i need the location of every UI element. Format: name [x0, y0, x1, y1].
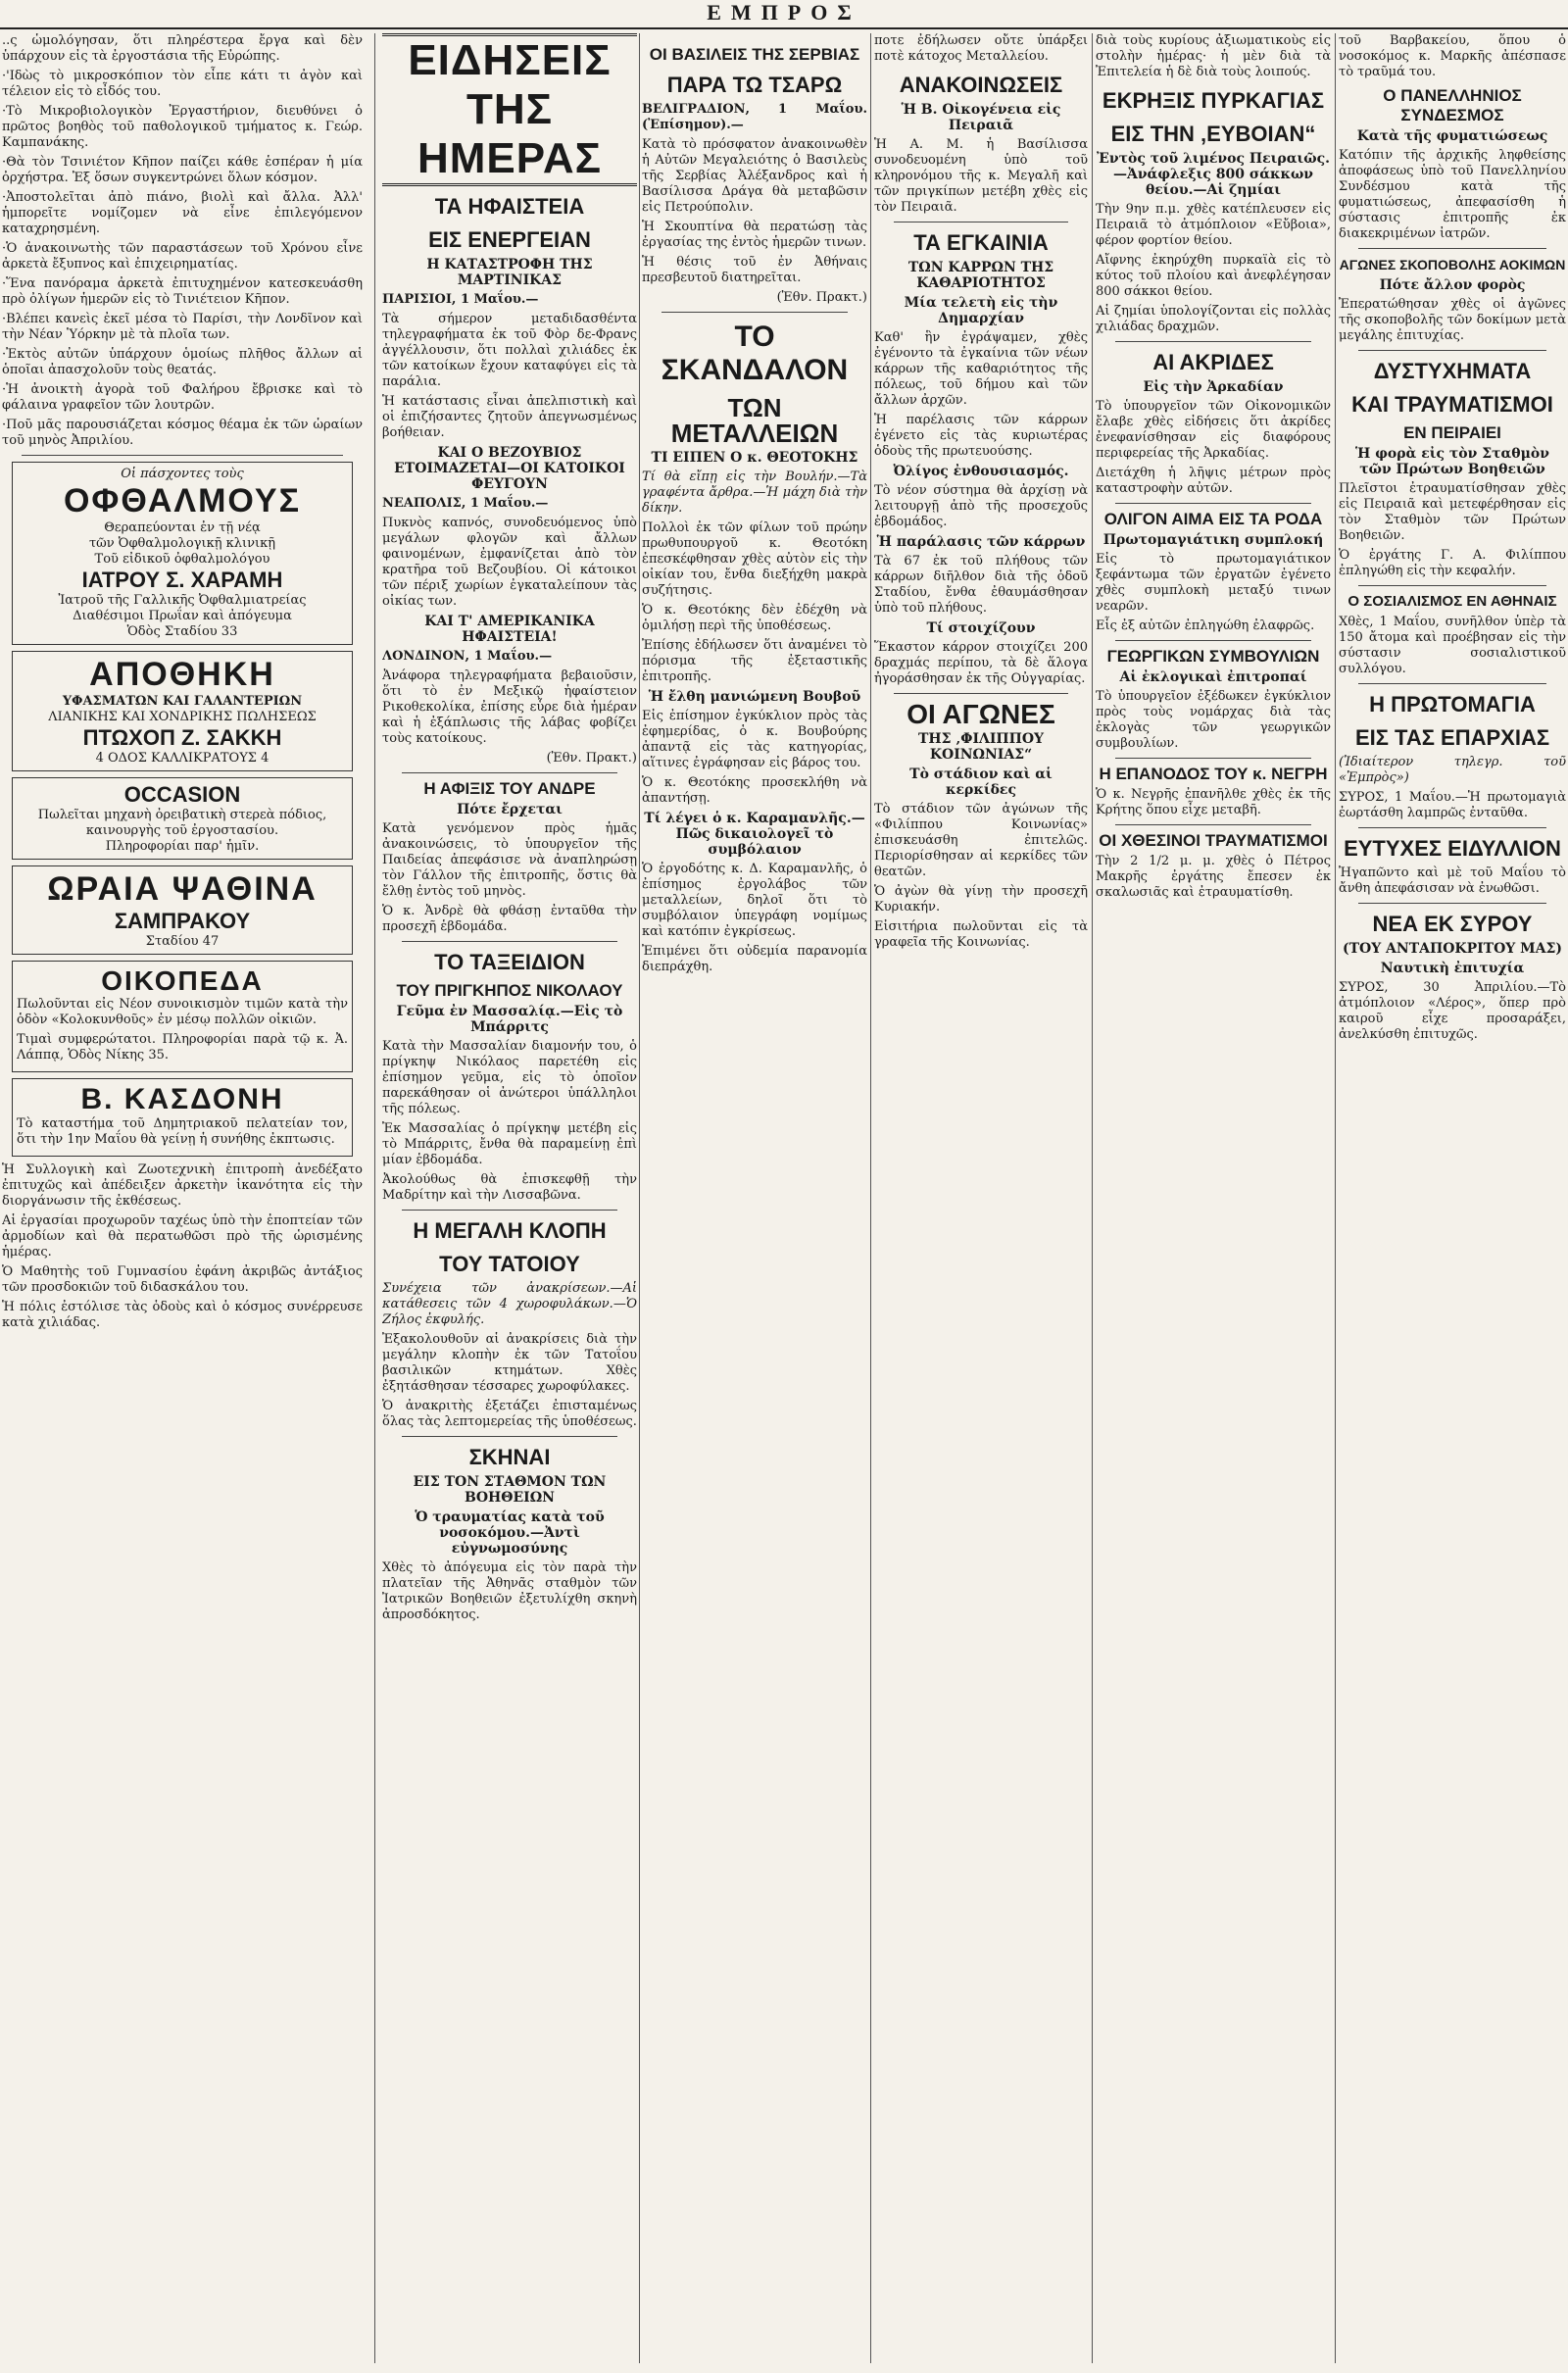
subheadline: Ὁ τραυματίας κατὰ τοῦ νοσοκόμου.—Ἀντὶ εὐγνωμοσύνης: [415, 1509, 605, 1557]
ad-line: ΥΦΑΣΜΑΤΩΝ ΚΑΙ ΓΑΛΑΝΤΕΡΙΩΝ: [62, 694, 303, 709]
headline: Ο ΣΟΣΙΑΛΙΣΜΟΣ ΕΝ ΑΘΗΝΑΙΣ: [1348, 593, 1557, 610]
section-banner: ΕΙΔΗΣΕΙΣ ΤΗΣ ΗΜΕΡΑΣ: [382, 33, 637, 186]
paragraph: ·Θὰ τὸν Τσινιέτον Κῆπον παίζει κάθε ἑσπέραν ἡ μία ὀρχήστρα. Ἐξ ὅσων συγκεντρώνει ὅλων κόσμον.: [2, 155, 363, 185]
paragraph: Ἡ παρέλασις τῶν κάρρων ἐγένετο εἰς τὰς κυριωτέρας ὁδοὺς τῆς πρωτευούσης.: [874, 413, 1088, 459]
separator: [1115, 640, 1311, 641]
paragraph: Τιμαὶ συμφερώτατοι. Πληροφορίαι παρὰ τῷ κ. Ἀ. Λάππᾳ, Ὁδὸς Νίκης 35.: [17, 1032, 348, 1063]
paragraph: Ὁ ἐργοδότης κ. Δ. Καραμανλῆς, ὁ ἐπίσημος ἐργολάβος τῶν μεταλλείων, δηλοῖ ὅτι τὸ συμβόλαιον ὑπεγράφη νομίμως καὶ κατόπιν ἐγκρίσεως.: [642, 862, 867, 939]
subheadline: Ἐντὸς τοῦ λιμένος Πειραιῶς.—Ἀνάφλεξις 800 σάκκων θείου.—Αἱ ζημίαι: [1097, 151, 1330, 198]
column-5: [1096, 33, 1331, 2363]
headline: ΤΑ ΗΦΑΙΣΤΕΙΑ: [434, 194, 585, 219]
separator: [1115, 824, 1311, 825]
headline: ΟΛΙΓΟΝ ΑΙΜΑ ΕΙΣ ΤΑ ΡΟΔΑ: [1103, 510, 1323, 528]
ad-headline: ΟΦΘΑΛΜΟΥΣ: [63, 482, 302, 519]
separator: [1358, 683, 1546, 684]
subheadline: Τὸ στάδιον καὶ αἱ κερκίδες: [909, 766, 1053, 798]
ad-line: Οἱ πάσχοντες τοὺς: [121, 467, 244, 481]
headline: Η ΜΕΓΑΛΗ ΚΛΟΠΗ: [413, 1218, 607, 1243]
headline: ΤΟ ΣΚΑΝΔΑΛΟΝ: [661, 321, 849, 386]
column-rule: [1092, 33, 1093, 2363]
ad-line: ΠΤΩΧΟΠ Ζ. ΣΑΚΚΗ: [82, 725, 282, 750]
paragraph: ·Ἕνα πανόραμα ἀρκετὰ ἐπιτυχημένον κατεσκευάσθη πρὸ ὀλίγων ἡμερῶν εἰς τὸ Τινιέτειον Κῆπον.: [2, 276, 363, 307]
subheadline: Ναυτικὴ ἐπιτυχία: [1380, 961, 1525, 976]
paragraph: ποτε ἐδήλωσεν οὔτε ὑπάρξει ποτὲ κάτοχος Μεταλλείου.: [874, 33, 1088, 64]
paragraph: Ἡ Α. Μ. ἡ Βασίλισσα συνοδευομένη ὑπὸ τοῦ κληρονόμου τῆς κ. Μεγαλῆ καὶ τῶν πριγκίπων μετέβη χθὲς εἰς τὸν Πειραιᾶ.: [874, 137, 1088, 215]
ad-line: 4 ΟΔΟΣ ΚΑΛΛΙΚΡΑΤΟΥΣ 4: [95, 751, 270, 766]
headline: ΕΝ ΠΕΙΡΑΙΕΙ: [1403, 423, 1501, 442]
headline: ΕΙΣ ΕΝΕΡΓΕΙΑΝ: [428, 227, 591, 252]
column-6: [1339, 33, 1566, 2363]
ad-line: ΣΑΜΠΡΑΚΟΥ: [114, 909, 251, 933]
headline: ΤΟΥ ΠΡΙΓΚΗΠΟΣ ΝΙΚΟΛΑΟΥ: [396, 981, 623, 1000]
paragraph: Πλεῖστοι ἐτραυματίσθησαν χθὲς εἰς Πειραιᾶ καὶ μετεφέρθησαν εἰς τὸν Σταθμὸν τῶν Πρώτων Βοηθειῶν.: [1339, 481, 1566, 543]
masthead: ΕΜΠΡΟΣ: [707, 0, 861, 25]
separator: [402, 941, 617, 942]
headline: ΕΙΣ ΤΑΣ ΕΠΑΡΧΙΑΣ: [1354, 725, 1550, 750]
headline: ΤΩΝ ΜΕΤΑΛΛΕΙΩΝ: [670, 393, 839, 448]
paragraph: Ὁ Μαθητὴς τοῦ Γυμνασίου ἐφάνη ἀκριβῶς ἀντάξιος τῶν προσδοκιῶν τοῦ διδασκάλου του.: [2, 1264, 363, 1295]
ad-line: Πληροφορίαι παρ' ἡμῖν.: [105, 839, 260, 854]
headline: ΑΝΑΚΟΙΝΩΣΕΙΣ: [899, 73, 1063, 97]
headline: ΟΙ ΒΑΣΙΛΕΙΣ ΤΗΣ ΣΕΡΒΙΑΣ: [649, 45, 860, 64]
separator: [894, 693, 1068, 694]
paragraph: Ὁ κ. Ἀνδρὲ θὰ φθάσῃ ἐνταῦθα τὴν προσεχῆ ἑβδομάδα.: [382, 904, 637, 934]
masthead-rule: [0, 27, 1568, 29]
paragraph: ·Ἡ ἀνοικτὴ ἀγορὰ τοῦ Φαλήρου ἔβρισκε καὶ τὸ φάλαινα γραφεῖον τῶν λουτρῶν.: [2, 382, 363, 413]
column-3: [642, 33, 867, 2363]
ad-headline: Β. ΚΑΣΔΟΝΗ: [80, 1083, 284, 1115]
paragraph: διὰ τοὺς κυρίους ἀξιωματικοὺς εἰς στολὴν ἡμέρας· ἡ μὲν διὰ τὰ Ἐπιτελεία ἡ δὲ διὰ τοὺς λοιπούς.: [1096, 33, 1331, 79]
ad-headline: ΩΡΑΙΑ ΨΑΘΙΝΑ: [47, 870, 318, 908]
headline: Η ΠΡΩΤΟΜΑΓΙΑ: [1369, 692, 1536, 717]
paragraph: ·Τὸ Μικροβιολογικὸν Ἐργαστήριον, διευθύνει ὁ πρῶτος βοηθὸς τοῦ παθολογικοῦ τμήματος κ. Γεώρ. Καμπανάκης.: [2, 104, 363, 150]
paragraph: Ἡ Σκουπτίνα θὰ περατώσῃ τὰς ἐργασίας της ἐντὸς ἡμερῶν τινων.: [642, 220, 867, 250]
paragraph: Κατὰ γενόμενον πρὸς ἡμᾶς ἀνακοινώσεις, τὸ ὑπουργεῖον τῆς Παιδείας ἀπεφάσισε νὰ ἀναπληρώσῃ τὸν Γάλλον τῆς ἐπιτροπῆς, ὅστις θὰ ἔλθῃ ἐντὸς τοῦ μηνὸς.: [382, 821, 637, 899]
paragraph: ·'Ιδὼς τὸ μικροσκόπιον τὸν εἶπε κάτι τι ἀγὸν καὶ τέλειον εἰς τὸ εἶδός του.: [2, 69, 363, 99]
advertisement-ophthalmology: [12, 462, 353, 645]
paragraph: Εἰσιτήρια πωλοῦνται εἰς τὰ γραφεῖα τῆς Κοινωνίας.: [874, 919, 1088, 950]
paragraph: Ἐκ Μασσαλίας ὁ πρίγκηψ μετέβη εἰς τὸ Μπάρριτς, ἔνθα θὰ παραμείνῃ ἐπὶ μίαν ἑβδομάδα.: [382, 1121, 637, 1167]
paragraph: Αἱ ἐργασίαι προχωροῦν ταχέως ὑπὸ τὴν ἐποπτείαν τῶν ἀρμοδίων καὶ θὰ περατωθῶσι πρὸ τῆς ὡρισμένης ἡμέρας.: [2, 1213, 363, 1260]
paragraph: Ἕκαστον κάρρον στοιχίζει 200 δραχμάς περίπου, τὰ δὲ ἅλογα ἠγοράσθησαν ἐκ τῆς Οὐγγαρίας.: [874, 640, 1088, 686]
paragraph: Ὁ ἀνακριτὴς ἐξετάζει ἐπισταμένως ὅλας τὰς λεπτομερείας τῆς ὑποθέσεως.: [382, 1399, 637, 1429]
headline: Η ΑΦΙΞΙΣ ΤΟΥ ΑΝΔΡΕ: [423, 779, 596, 798]
paragraph: Εἷς ἐξ αὐτῶν ἐπληγώθη ἐλαφρῶς.: [1096, 618, 1315, 633]
subheadline: ΤΩΝ ΚΑΡΡΩΝ ΤΗΣ ΚΑΘΑΡΙΟΤΗΤΟΣ: [907, 260, 1054, 291]
paragraph: Πυκνὸς καπνός, συνοδευόμενος ὑπὸ μεγάλων φλογῶν καὶ ἄλλων φαινομένων, ἐμφανίζεται ἀπὸ τὸν κρατῆρα τοῦ Βεζουβίου. Οἱ κάτοικοι τῶν πέριξ χωρίων ἐγκαταλείπουν τὰς οἰκίας των.: [382, 516, 637, 609]
ad-line: Πωλεῖται μηχανὴ ὀρειβατικὴ στερεὰ πόδιος, καινουργὴς τοῦ ἐργοστασίου.: [37, 808, 327, 838]
paragraph: Τὸ στάδιον τῶν ἀγώνων τῆς «Φιλίππου Κοινωνίας» ἐπισκευάσθη ἐπιτελῶς. Περιορίσθησαν αἱ κερκίδες τῶν θεατῶν.: [874, 802, 1088, 879]
separator: [22, 455, 343, 456]
paragraph: ΣΥΡΟΣ, 1 Μαΐου.—Ἡ πρωτομαγιὰ ἐωρτάσθη λαμπρῶς ἐνταῦθα.: [1339, 790, 1566, 820]
subheadline: (ΤΟΥ ΑΝΤΑΠΟΚΡΙΤΟΥ ΜΑΣ): [1342, 941, 1563, 957]
separator: [1358, 248, 1546, 249]
paragraph: Τὰ 67 ἐκ τοῦ πλήθους τῶν κάρρων διῆλθον διὰ τῆς ὁδοῦ Σταδίου, ἔνθα ἐθαυμάσθησαν ὑπὸ τοῦ πλήθους.: [874, 554, 1088, 616]
subheadline: ΤΗΣ ‚ΦΙΛΙΠΠΟΥ ΚΟΙΝΩΝΙΑΣ“: [917, 731, 1045, 763]
headline: ΤΑ ΕΓΚΑΙΝΙΑ: [913, 230, 1049, 255]
subheadline: Μία τελετὴ εἰς τὴν Δημαρχίαν: [904, 295, 1058, 326]
advertisement-plots: [12, 961, 353, 1072]
ad-headline: ΟΙΚΟΠΕΔΑ: [101, 965, 264, 996]
paragraph: Κατόπιν τῆς ἀρχικῆς ληφθείσης ἀποφάσεως ὑπὸ τοῦ Πανελληνίου Συνδέσμου κατὰ τῆς φυματιώσεως, ἀπεφασίσθη ἡ σύστασις ἐπιτροπῆς ἐκ διακεκριμένων ἰατρῶν.: [1339, 148, 1566, 241]
separator: [1358, 350, 1546, 351]
paragraph: ·Ποῦ μᾶς παρουσιάζεται κόσμος θέαμα ἐκ τῶν ὡραίων τοῦ μηνὸς Ἀπριλίου.: [2, 418, 363, 448]
subheadline: Εἰς τὴν Ἀρκαδίαν: [1143, 379, 1284, 395]
paragraph: Ὁ κ. Θεοτόκης δὲν ἐδέχθη νὰ ὁμιλήσῃ περὶ τῆς ὑποθέσεως.: [642, 603, 867, 633]
paragraph: Εἰς τὸ πρωτομαγιάτικον ξεφάντωμα τῶν ἐργατῶν ἐγένετο χθὲς συμπλοκὴ μεταξύ τινων νεαρῶν.: [1096, 552, 1331, 614]
ad-headline: ΑΠΟΘΗΚΗ: [89, 656, 275, 693]
subheadline: ΕΙΣ ΤΟΝ ΣΤΑΘΜΟΝ ΤΩΝ ΒΟΗΘΕΙΩΝ: [413, 1474, 607, 1506]
paragraph: Ὁ κ. Θεοτόκης προσεκλήθη νὰ ἀπαντήσῃ.: [642, 775, 867, 806]
separator: [402, 1210, 617, 1211]
headline: ΕΥΤΥΧΕΣ ΕΙΔΥΛΛΙΟΝ: [1344, 836, 1561, 861]
advertisement-warehouse: [12, 651, 353, 771]
separator: [1115, 341, 1311, 342]
paragraph: (Ἰδιαίτερον τηλεγρ. τοῦ «Ἐμπρὸς»): [1339, 755, 1566, 785]
paragraph: Τὴν 9ην π.μ. χθὲς κατέπλευσεν εἰς Πειραιᾶ τὸ ἀτμόπλοιον «Εὔβοια», φέρον φορτίον θείου.: [1096, 202, 1331, 248]
paragraph: ·Ἀποστολεῖται ἀπὸ πιάνο, βιολὶ καὶ ἄλλα. Ἀλλ' ἡμπορεῖτε νομίζομεν νὰ εἶνε ἐπιλεγόμενον καταχρησμένη.: [2, 190, 363, 236]
advertisement-occasion: [12, 777, 353, 860]
headline: ΠΑΡΑ ΤΩ ΤΣΑΡΩ: [666, 73, 843, 97]
paragraph: Καθ' ἣν ἐγράψαμεν, χθὲς ἐγένοντο τὰ ἐγκαίνια τῶν νέων κάρρων τῆς καθαριότητος τῆς πόλεως, τοῦ δήμου καὶ τῶν ἄλλων ἀρχῶν.: [874, 330, 1088, 408]
ad-line: Ὁδὸς Σταδίου 33: [126, 624, 238, 639]
ad-line: Τοῦ εἰδικοῦ ὀφθαλμολόγου: [94, 552, 270, 567]
separator: [1358, 827, 1546, 828]
headline: ΓΕΩΡΓΙΚΩΝ ΣΥΜΒΟΥΛΙΩΝ: [1106, 647, 1320, 666]
subheadline: Κατὰ τῆς φυματιώσεως: [1356, 128, 1548, 144]
column-rule: [1335, 33, 1336, 2363]
headline: ΣΚΗΝΑΙ: [468, 1445, 551, 1469]
ad-line: τῶν Ὀφθαλμολογικῇ κλινικῇ: [88, 536, 276, 551]
ad-line: ΛΙΑΝΙΚΗΣ ΚΑΙ ΧΟΝΔΡΙΚΗΣ ΠΩΛΗΣΕΩΣ: [48, 710, 317, 724]
dateline: ΒΕΛΙΓΡΑΔΙΟΝ, 1 Μαΐου. (Ἐπίσημον).—: [642, 102, 867, 132]
headline: ΑΓΩΝΕΣ ΣΚΟΠΟΒΟΛΗΣ ΑΟΚΙΜΩΝ: [1339, 257, 1566, 272]
paragraph: ·Ὁ ἀνακοινωτὴς τῶν παραστάσεων τοῦ Χρόνου εἶνε ἀρκετὰ ἔξυπνος καὶ ἐπιχειρηματίας.: [2, 241, 363, 272]
separator: [1358, 585, 1546, 586]
paragraph: τοῦ Βαρβακείου, ὅπου ὁ νοσοκόμος κ. Μαρκῆς ἀπέσπασε τὸ τραῦμά του.: [1339, 33, 1566, 79]
separator: [402, 772, 617, 773]
paragraph: Χθὲς τὸ ἀπόγευμα εἰς τὸν παρὰ τὴν πλατεῖαν τῆς Ἀθηνᾶς σταθμὸν τῶν Ἰατρικῶν Βοηθειῶν ἐξετυλίχθη σκηνὴ ἀπροσδόκητος.: [382, 1560, 637, 1622]
headline: ΕΚΡΗΞΙΣ ΠΥΡΚΑΓΙΑΣ: [1102, 88, 1325, 113]
headline: ΑΙ ΑΚΡΙΔΕΣ: [1152, 350, 1274, 374]
paragraph: Τὸ ὑπουργεῖον τῶν Οἰκονομικῶν ἔλαβε χθὲς εἰδήσεις ὅτι ἀκρίδες ἐνεφανίσθησαν εἰς διαφόρους περιφερείας τῆς Ἀρκαδίας.: [1096, 399, 1331, 461]
ad-line: Διαθέσιμοι Πρωΐαν καὶ ἀπόγευμα: [73, 609, 292, 623]
paragraph: Εἰς ἐπίσημον ἐγκύκλιον πρὸς τὰς ἐφημερίδας, ὁ κ. Βουβούρης ἀπαντᾷ εἰς τὰς κατηγορίας, αἵτινες ἐγράφησαν εἰς βάρος του.: [642, 709, 867, 770]
advertisement-kasdoni: [12, 1078, 353, 1157]
paragraph: Ἀνάφορα τηλεγραφήματα βεβαιοῦσιν, ὅτι τὸ ἐν Μεξικῷ ἡφαίστειον Ρικοθεκολίκα, ἐπίσης εὗρε διὰ ἡμέραν καὶ ἡ ἐξάπλωσις τῆς λάβας φοβίζει τοὺς κατοίκους.: [382, 668, 637, 746]
paragraph: Τὴν 2 1/2 μ. μ. χθὲς ὁ Πέτρος Μακρῆς ἐργάτης ἔπεσεν ἐκ σκαλωσιᾶς καὶ ἐτραυματίσθη.: [1096, 854, 1331, 900]
paragraph: Ὁ ἀγὼν θὰ γίνῃ τὴν προσεχῆ Κυριακήν.: [874, 884, 1088, 915]
headline: ΝΕΑ ΕΚ ΣΥΡΟΥ: [1372, 912, 1533, 936]
paragraph: Κατὰ τὸ πρόσφατον ἀνακοινωθὲν ἡ Αὐτῶν Μεγαλειότης ὁ Βασιλεὺς τῆς Σερβίας Ἀλέξανδρος καὶ ἡ Βασίλισσα Δράγα θὰ μεταβῶσιν εἰς Πετρούπολιν.: [642, 137, 867, 215]
headline: ΤΟ ΤΑΞΕΙΔΙΟΝ: [434, 950, 585, 974]
headline: ΕΙΣ ΤΗΝ ‚ΕΥΒΟΙΑΝ“: [1110, 122, 1316, 146]
column-4: [874, 33, 1088, 2363]
paragraph: Ἡ θέσις τοῦ ἐν Ἀθήναις πρεσβευτοῦ διατηρεῖται.: [642, 255, 867, 285]
paragraph: Χθὲς, 1 Μαΐου, συνῆλθον ὑπὲρ τὰ 150 ἄτομα καὶ προέβησαν εἰς τὴν σύστασιν σοσιαλιστικοῦ συλλόγου.: [1339, 615, 1566, 676]
paragraph: Τὰ σήμερον μεταδιδασθέντα τηλεγραφήματα ἐκ τοῦ Φὸρ δε-Φρανς ἀγγέλλουσιν, ὅτι πολλαὶ χιλιάδες ἐκ τῶν κατοίκων ἔχουν καταφύγει εἰς τὰ παράλια.: [382, 312, 637, 389]
subheadline: ΤΙ ΕΙΠΕΝ Ο κ. ΘΕΟΤΟΚΗΣ: [651, 450, 858, 466]
subheadline: Πρωτομαγιάτικη συμπλοκή: [1102, 532, 1324, 548]
paragraph: Ὁ κ. Νεγρῆς ἐπανῆλθε χθὲς ἐκ τῆς Κρήτης ὅπου εἶχε μεταβῆ.: [1096, 787, 1331, 817]
source-credit: (Ἐθν. Πρακτ.): [776, 290, 867, 305]
subheadline: Ὀλίγος ἐνθουσιασμός.: [893, 464, 1069, 479]
separator: [662, 312, 848, 313]
subheadline: Ἡ φορὰ εἰς τὸν Σταθμὸν τῶν Πρώτων Βοηθειῶν: [1355, 446, 1549, 477]
paragraph: Ἡ Συλλογικὴ καὶ Ζωοτεχνικὴ ἐπιτροπὴ ἀνεδέξατο ἐπιτυχῶς καὶ ἀπέδειξεν ἀρκετὴν ἱκανότητα εἰς τὴν διοργάνωσιν τῆς ἐκθέσεως.: [2, 1162, 363, 1209]
paragraph: Τί θὰ εἴπῃ εἰς τὴν Βουλήν.—Τὰ γραφέντα ἄρθρα.—Ἡ μάχη διὰ τὴν δίκην.: [642, 470, 867, 516]
ad-line: Θεραπεύονται ἐν τῇ νέᾳ: [104, 520, 261, 535]
dateline: ΛΟΝΔΙΝΟΝ, 1 Μαΐου.—: [382, 649, 553, 664]
paragraph: Ἡ κατάστασις εἶναι ἀπελπιστικὴ καὶ οἱ ἐπιζήσαντες ζητοῦν ἀπεγνωσμένως βοήθειαν.: [382, 394, 637, 440]
paragraph: Ἐπερατώθησαν χθὲς οἱ ἀγῶνες τῆς σκοποβολῆς τῶν δοκίμων μετὰ μεγάλης ἐπιτυχίας.: [1339, 297, 1566, 343]
separator: [1358, 903, 1546, 904]
subheadline: Τί λέγει ὁ κ. Καραμανλῆς.—Πῶς δικαιολογεῖ τὸ συμβόλαιον: [644, 811, 865, 858]
paragraph: Ἀκολούθως θὰ ἐπισκεφθῇ τὴν Μαδρίτην καὶ τὴν Λισσαβῶνα.: [382, 1172, 637, 1203]
paragraph: Ἡ πόλις ἐστόλισε τὰς ὁδοὺς καὶ ὁ κόσμος συνέρρευσε κατὰ χιλιάδας.: [2, 1300, 363, 1330]
paragraph: ΣΥΡΟΣ, 30 Ἀπριλίου.—Τὸ ἀτμόπλοιον «Λέρος», ὅπερ πρὸ καιροῦ εἶχε προσαράξει, ἀνελκύσθη ἐπιτυχῶς.: [1339, 980, 1566, 1042]
paragraph: ..ς ὡμολόγησαν, ὅτι πληρέστερα ἔργα καὶ δὲν ὑπάρχουν εἰς τὰ ἐργοστάσια τῆς Εὐρώπης.: [2, 33, 363, 64]
paragraph: Διετάχθη ἡ λῆψις μέτρων πρὸς καταστροφὴν αὐτῶν.: [1096, 466, 1331, 496]
subheadline: Πότε ἔρχεται: [457, 802, 563, 817]
separator: [1115, 503, 1311, 504]
subheadline: ΚΑΙ Τ' ΑΜΕΡΙΚΑΝΙΚΑ ΗΦΑΙΣΤΕΙΑ!: [424, 614, 595, 645]
column-1: [2, 33, 363, 2363]
paragraph: Ἐξακολουθοῦν αἱ ἀνακρίσεις διὰ τὴν μεγάλην κλοπὴν ἐκ τῶν Τατοΐου βασιλικῶν κτημάτων. Χθὲς ἐξητάσθησαν τέσσαρες χωροφύλακες.: [382, 1332, 637, 1394]
dateline: ΠΑΡΙΣΙΟΙ, 1 Μαΐου.—: [382, 292, 539, 307]
ad-line: Σταδίου 47: [145, 934, 220, 949]
subheadline: Ἡ παράλασις τῶν κάρρων: [876, 534, 1086, 550]
paragraph: Τὸ νέον σύστημα θὰ ἀρχίσῃ νὰ λειτουργῇ ἀπὸ τῆς προσεχοῦς ἑβδομάδος.: [874, 483, 1088, 529]
paragraph: Αἴφνης ἐκηρύχθη πυρκαϊὰ εἰς τὸ κύτος τοῦ πλοίου καὶ ἀνεφλέγησαν 800 σάκκοι θείου.: [1096, 253, 1331, 299]
paragraph: Ἠγαπῶντο καὶ μὲ τοῦ Μαΐου τὸ ἄνθη ἀπεφάσισαν νὰ ἐνωθῶσι.: [1339, 865, 1566, 896]
headline: ΟΙ ΧΘΕΣΙΝΟΙ ΤΡΑΥΜΑΤΙΣΜΟΙ: [1099, 831, 1328, 850]
ad-line: Ἰατροῦ τῆς Γαλλικῆς Ὀφθαλμιατρείας: [58, 593, 307, 608]
paragraph: ·Βλέπει κανεὶς ἐκεῖ μέσα τὸ Παρίσι, τὴν Λονδῖνον καὶ τὴν Νέαν Ὑόρκην μὲ τὰ πλοῖα των.: [2, 312, 363, 342]
headline: ΔΥΣΤΥΧΗΜΑΤΑ: [1373, 359, 1532, 383]
headline: Ο ΠΑΝΕΛΛΗΝΙΟΣ ΣΥΝΔΕΣΜΟΣ: [1383, 86, 1522, 124]
paragraph: Αἱ ζημίαι ὑπολογίζονται εἰς πολλὰς χιλιάδας δραχμῶν.: [1096, 304, 1331, 334]
subheadline: Τί στοιχίζουν: [926, 620, 1036, 636]
headline: ΚΑΙ ΤΡΑΥΜΑΤΙΣΜΟΙ: [1351, 392, 1553, 417]
paragraph: Ἐπιμένει ὅτι οὐδεμία παρανομία διεπράχθη.: [642, 944, 867, 974]
subheadline: Η ΚΑΤΑΣΤΡΟΦΗ ΤΗΣ ΜΑΡΤΙΝΙΚΑΣ: [426, 257, 593, 288]
subheadline: Αἱ ἐκλογικαὶ ἐπιτροπαί: [1119, 669, 1307, 685]
paragraph: Πωλοῦνται εἰς Νέον συνοικισμὸν τιμῶν κατὰ τὴν ὁδὸν «Κολοκυνθοῦς» ἐν μέσῳ πολλῶν οἰκιῶν.: [17, 997, 348, 1027]
paragraph: Τὸ ὑπουργεῖον ἐξέδωκεν ἐγκύκλιον πρὸς τοὺς νομάρχας διὰ τὰς ἐκλογὰς τῶν γεωργικῶν συμβουλίων.: [1096, 689, 1331, 751]
dateline: ΝΕΑΠΟΛΙΣ, 1 Μαΐου.—: [382, 496, 549, 511]
paragraph: Κατὰ τὴν Μασσαλίαν διαμονήν του, ὁ πρίγκηψ Νικόλαος παρετέθη εἰς ἐπίσημον γεῦμα, εἰς τὸ ὁποῖον παρεκάθησαν οἱ ἀνώτεροι ὑπάλληλοι τῆς πόλεως.: [382, 1039, 637, 1116]
paragraph: Τὸ καταστήμα τοῦ Δημητριακοῦ πελατείαν τον, ὅτι τὴν 1ην Μαΐου θὰ γείνῃ ἡ συνήθης ἐκπτωσις.: [17, 1116, 348, 1147]
paragraph: Πολλοὶ ἐκ τῶν φίλων τοῦ πρώην πρωθυπουργοῦ κ. Θεοτόκη ἐπεσκέφθησαν χθὲς αὐτὸν εἰς τὴν οἰκίαν του, ἔνθα διεξήχθη μακρὰ συζήτησις.: [642, 520, 867, 598]
column-rule: [870, 33, 871, 2363]
column-rule: [639, 33, 640, 2363]
advertisement-hats: [12, 865, 353, 955]
headline: ΤΟΥ ΤΑΤΟΙΟΥ: [439, 1252, 580, 1276]
ad-line: ΙΑΤΡΟΥ Σ. ΧΑΡΑΜΗ: [81, 568, 283, 592]
ad-headline: OCCASION: [123, 782, 241, 807]
subheadline: Ἡ Β. Οἰκογένεια εἰς Πειραιᾶ: [901, 102, 1061, 133]
headline: ΟΙ ΑΓΩΝΕΣ: [906, 699, 1055, 729]
subheadline: Ἡ ἔλθη μανιώμενη Βουβοῦ: [648, 689, 861, 705]
column-2: [382, 33, 637, 2363]
separator: [402, 1436, 617, 1437]
subheadline: ΚΑΙ Ο ΒΕΖΟΥΒΙΟΣ ΕΤΟΙΜΑΖΕΤΑΙ—ΟΙ ΚΑΤΟΙΚΟΙ ΦΕΥΓΟΥΝ: [394, 445, 625, 492]
column-rule: [374, 33, 375, 2363]
paragraph: Ἐπίσης ἐδήλωσεν ὅτι ἀναμένει τὸ πόρισμα τῆς ἐξεταστικῆς ἐπιτροπῆς.: [642, 638, 867, 684]
subheadline: Πότε ἄλλον φορὸς: [1379, 277, 1526, 293]
paragraph: Ὁ ἐργάτης Γ. Α. Φιλίππου ἐπληγώθη εἰς τὴν κεφαλήν.: [1339, 548, 1566, 578]
headline: Η ΕΠΑΝΟΔΟΣ ΤΟΥ κ. ΝΕΓΡΗ: [1099, 765, 1328, 783]
paragraph: ·Ἐκτὸς αὐτῶν ὑπάρχουν ὁμοίως πλῆθος ἄλλων αἱ ὁποῖαι ἀπασχολοῦν τοὺς θεατάς.: [2, 347, 363, 377]
paragraph: Συνέχεια τῶν ἀνακρίσεων.—Αἱ κατάθεσεις τῶν 4 χωροφυλάκων.—Ὁ Ζήλος ἐκφυλής.: [382, 1281, 637, 1327]
subheadline: Γεῦμα ἐν Μασσαλίᾳ.—Εἰς τὸ Μπάρριτς: [396, 1004, 623, 1035]
separator: [1115, 758, 1311, 759]
source-credit: (Ἐθν. Πρακτ.): [546, 751, 637, 766]
